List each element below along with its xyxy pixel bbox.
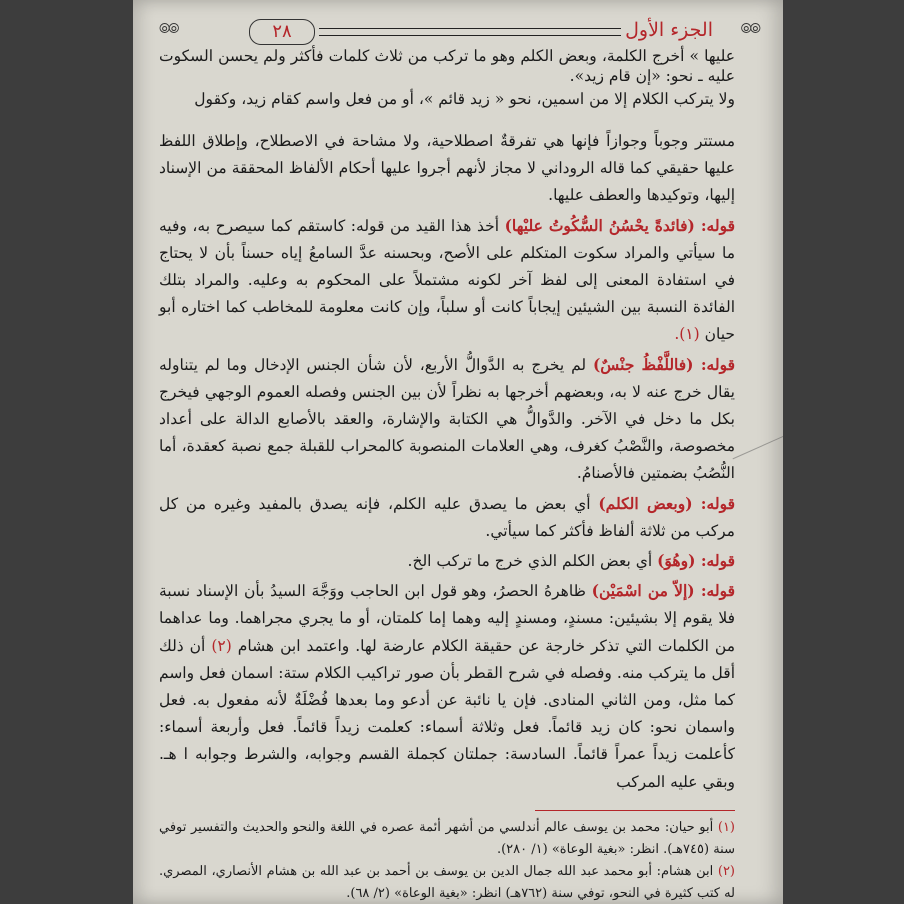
sharh-heading: قوله: (فائدةً يحْسُنُ السُّكُوتُ عليْها) [504,215,735,235]
section-gap [159,112,735,128]
footnote-text: أبو حيان: محمد بن يوسف عالم أندلسي من أشهر أئمة عصره في اللغة والنحو والحديث والتفسير توفي سنة (٧٤٥هـ). انظر: «بغية الوعاة» (١/ ٢٨٠). [159,819,735,857]
sharh-text: أخذ هذا القيد من قوله: كاستقم كما سيصرح به، وفيه ما سيأتي والمراد سكوت المتكلم على الأصح، وبحسنه عدَّ السامعُ إياه حسناً بأن لا يحتاج في استفادة المعنى إلى لفظ آخر لكونه مشتملاً على المحكوم به وعليه. والمراد بتلك الفائدة النسبة بين الشيئين إيجاباً كانت أو سلباً، وإن كانت معلومة للمخاطب كما اختاره أبو حيان [159,216,735,344]
page-number: ٢٨ [249,19,315,45]
sharh-text: أي بعض ما يصدق عليه الكلم، فإنه يصدق بالمفيد وغيره من كل مركب من ثلاثة ألفاظ فأكثر كما سيأتي. [159,494,735,540]
sharh-paragraph [159,577,735,796]
matn-line: ولا يتركب الكلام إلا من اسمين، نحو « زيد قائم »، أو من فعل واسم كقام زيد، وكقول [194,90,735,108]
sharh-paragraph [159,490,735,545]
page-content [159,46,735,904]
sharh-text: أي بعض الكلم الذي خرج ما تركب الخ. [407,552,653,571]
sharh-text: لم يخرج به الدَّوالُّ الأربع، لأن شأن الجنس الإدخال وما لم يتناوله يقال خرج عنه لا به، وبعضهم أخرجها به نظراً لأن بين الجنس وفصله العموم الوجهي فيخرج بكل ما دخل في الآخر. والدَّوالُّ هي الكتابة والإشارة، والعقد بالأصابع الدالة على أعداد مخصوصة، والنَّصْبُ كغرف، وهي العلامات المنصوبة كالمحراب للقبلة جمع نصبة كعقدة، أما النُّصُبُ بضمتين فالأصنامُ. [159,355,735,483]
sharh-paragraph [159,128,735,210]
header-ornament-right: ⦾⦾ [740,21,759,37]
sharh-text: ظاهرهُ الحصرُ، وهو قول ابن الحاجب ووَجَّهَ السيدُ بأن الإسناد نسبة فلا يقوم إلا بشيئين: مسندٍ، ومسندٍ إليه وهما إما كلمتان، أو ما يجري مجراهما. وما عداهما من الكلمات التي تذكر خارجة عن حقيقة الكلام عارضة لها. واعتمد ابن هشام [159,582,735,655]
sharh-text: مستتر وجوباً وجوازاً فإنها هي تفرقةٌ اصطلاحية، ولا مشاحة في الاصطلاح، وإطلاق اللفظ عليها حقيقي كما قاله الروداني لا مجاز لأنهم أجروا عليها أحكام الألفاظ المحققة من الإسناد إليها، وتوكيدها والعطف عليها. [159,132,735,205]
footnote-number: (٢) [717,863,735,879]
header-ornament-left: ⦾⦾ [159,21,178,37]
sharh-heading: قوله: (وهُوَ) [657,551,735,571]
book-page [133,0,783,904]
sharh-heading: قوله: (وبعض الكلم) [598,493,735,513]
running-header [159,16,759,46]
matn-line: عليها » أخرج الكلمة، وبعض الكلم وهو ما تركب من ثلاث كلمات فأكثر ولم يحسن السكوت عليه ـ نحو: «إن قام زيد». [159,47,735,85]
footnote-ref[interactable]: (١). [674,325,700,344]
sharh-paragraph [159,212,735,349]
sharh-paragraph [159,351,735,488]
footnote-ref[interactable]: (٢) [211,636,232,655]
header-rule [319,28,621,36]
footnote [159,861,735,904]
sharh-paragraph [159,547,735,575]
part-title: الجزء الأول [625,19,713,41]
footnote [159,817,735,861]
footnote-text: ابن هشام: أبو محمد عبد الله جمال الدين بن يوسف بن أحمد بن عبد الله بن هشام الأنصاري، المصري. له كتب كثيرة في النحو، توفي سنة (٧٦٢هـ) انظر: «بغية الوعاة» (٢/ ٦٨). [159,863,735,901]
sharh-heading: قوله: (إلاّ من اسْمَيْن) [591,581,735,601]
sharh-text: أن ذلك أقل ما يتركب منه. وفصله في شرح القطر بأن صور تراكيب الكلام ستة: اسمان فعل واسم كما مثل، ومن الثاني المنادى. فإن يا نائبة عن أدعو وما بعدها فُضْلَةٌ لأنه مفعول به. فعل واسمان نحو: كان زيد قائماً. فعل وثلاثة أسماء: كعلمت زيداً قائماً. فعل وأربعة أسماء: كأعلمت زيداً عمراً قائماً. السادسة: جملتان كجملة القسم وجوابه، والشرط وجوابه ا هـ. وبقي عليه المركب [159,636,735,791]
sharh-heading: قوله: (فاللَّفْظُ جنْسٌ) [592,354,735,374]
pencil-mark [733,414,783,460]
footnote-number: (١) [717,819,735,835]
footnote-separator [535,810,735,811]
